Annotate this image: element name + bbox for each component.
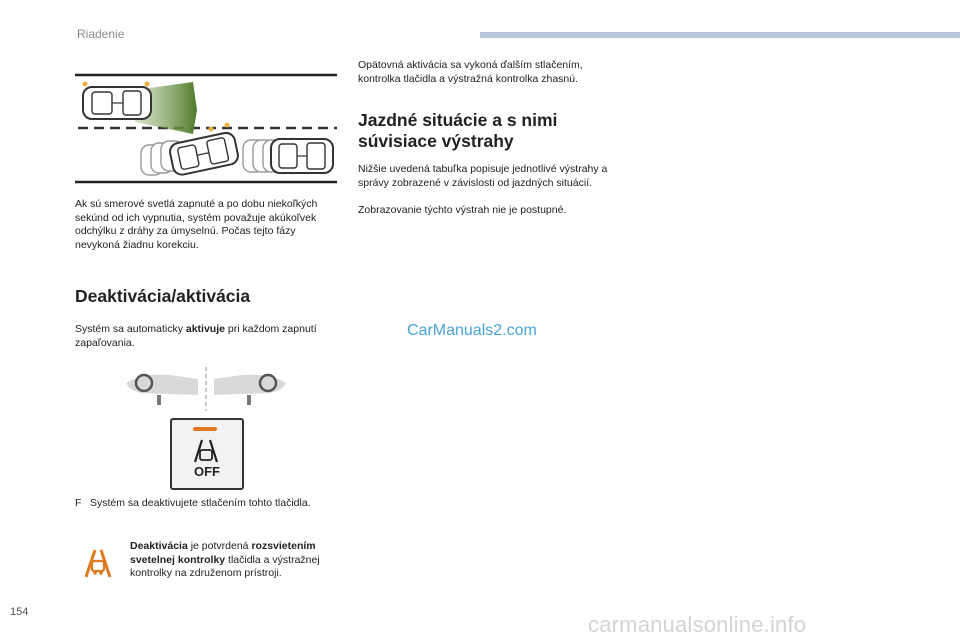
deactivation-note: Deaktivácia je potvrdená rozsvietením svetelnej kontrolky tlačidla a výstražnej kontrolky na združenom prístroji. [130,540,320,580]
heading-deactivation: Deaktivácia/aktivácia [75,286,251,306]
car-top [83,82,152,120]
watermark-carmanuals[interactable]: CarManuals2.com [407,322,537,339]
footer-watermark[interactable]: carmanualsonline.info [588,612,807,637]
display-note: Zobrazovanie týchto výstrah nie je postupné. [358,204,567,216]
lane-assist-off-button[interactable] [170,418,244,490]
car-middle [168,131,239,176]
lane-car-icon [189,438,223,464]
page-number: 154 [10,606,29,618]
section-title: Riadenie [77,27,125,41]
off-label: OFF [194,464,220,479]
reactivation-paragraph: Opätovná aktivácia sa vykoná ďalším stlačením, kontrolka tlačidla a výstražná kontrolka zhasnú. [358,59,583,85]
activation-paragraph: Systém sa automaticky aktivuje pri každom zapnutí zapaľovania. [75,323,317,349]
car-bottom-right [271,139,333,173]
table-intro-paragraph: Nižšie uvedená tabuľka popisuje jednotlivé výstrahy a správy zobrazené v závislosti od jazdných situácií. [358,163,608,189]
deactivate-instruction: Systém sa deaktivujete stlačením tohto tlačidla. [90,497,311,509]
intro-paragraph: Ak sú smerové svetlá zapnuté a po dobu niekoľkých sekúnd od ich vypnutia, systém považuje akúkoľvek odchýlku z dráhy za úmyselnú. Počas tejto fázy nevykoná žiadnu korekciu. [75,198,318,251]
lane-warning-icon [80,544,116,580]
heading-driving-situations: Jazdné situácie a s nimi súvisiace výstrahy [358,110,558,151]
indicator-light [193,427,217,431]
bullet-arrow: F [75,497,82,509]
lane-departure-illustration [75,70,340,188]
dashboard-illustration [122,365,290,413]
header-bar [480,32,960,38]
